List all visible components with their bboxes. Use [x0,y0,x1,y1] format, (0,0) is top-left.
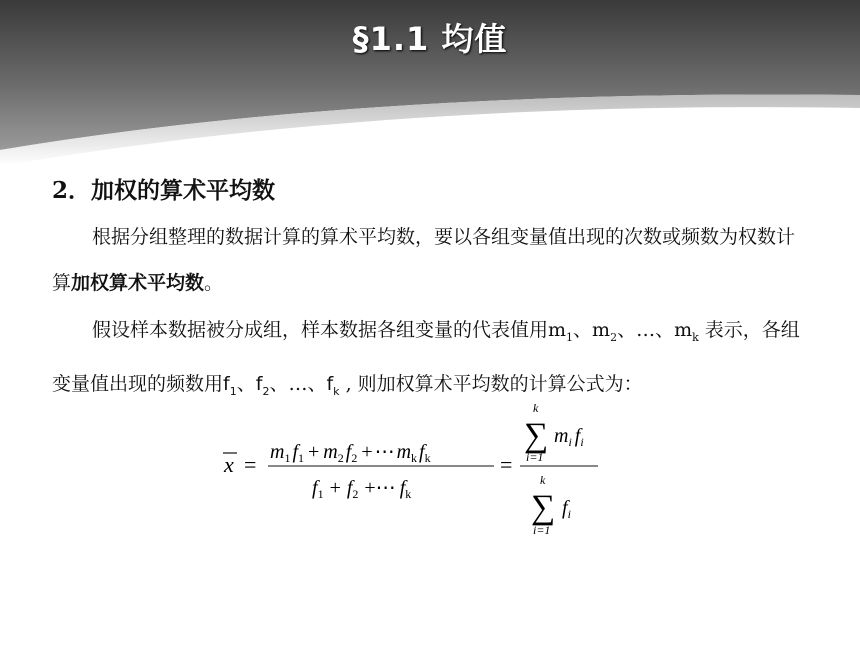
sum-top-term: $m_i$ $f_i$ [554,425,584,449]
slide-title: §1.1 均值 [352,20,508,58]
sum-bottom-symbol: ∑ [531,489,556,526]
section-heading: 2．加权的算术平均数 [52,177,276,204]
term-weighted-mean: 加权算术平均数 [71,272,205,294]
equals-sign-2: = [500,452,513,477]
sum-bottom-upper-limit: k [540,473,546,487]
paragraph-formula-setup: 假设样本数据被分成组，样本数据各组变量的代表值用$m_1$、$m_2$、…、$m_k$ 表示，各组变量值出现的频数用$f_1$、$f_2$、…、$f_k$ , 则加权算术平均数的计算公式为： [52,319,800,398]
sum-top-lower-limit: i=1 [526,450,544,464]
paragraph-weighted-mean-intro: 根据分组整理的数据计算的算术平均数，要以各组变量值出现的次数或频数为权数计算加权算术平均数。 [52,226,796,294]
sum-top-upper-limit: k [533,401,539,415]
sum-top-symbol: ∑ [524,417,549,454]
weighted-mean-formula [220,396,620,541]
formula-numerator: $m_1$ $f_1 + m_2$ $f_2$ + ⋯ $m_k$ $f_k$ [270,441,431,465]
xbar-symbol: x [224,452,234,477]
equals-sign: = [244,452,257,477]
formula-denominator: $f_1 + f_2$ +⋯ $f_k$ [312,477,412,501]
sum-bottom-term: $f_i$ [562,497,571,521]
sum-bottom-lower-limit: i=1 [533,523,551,537]
